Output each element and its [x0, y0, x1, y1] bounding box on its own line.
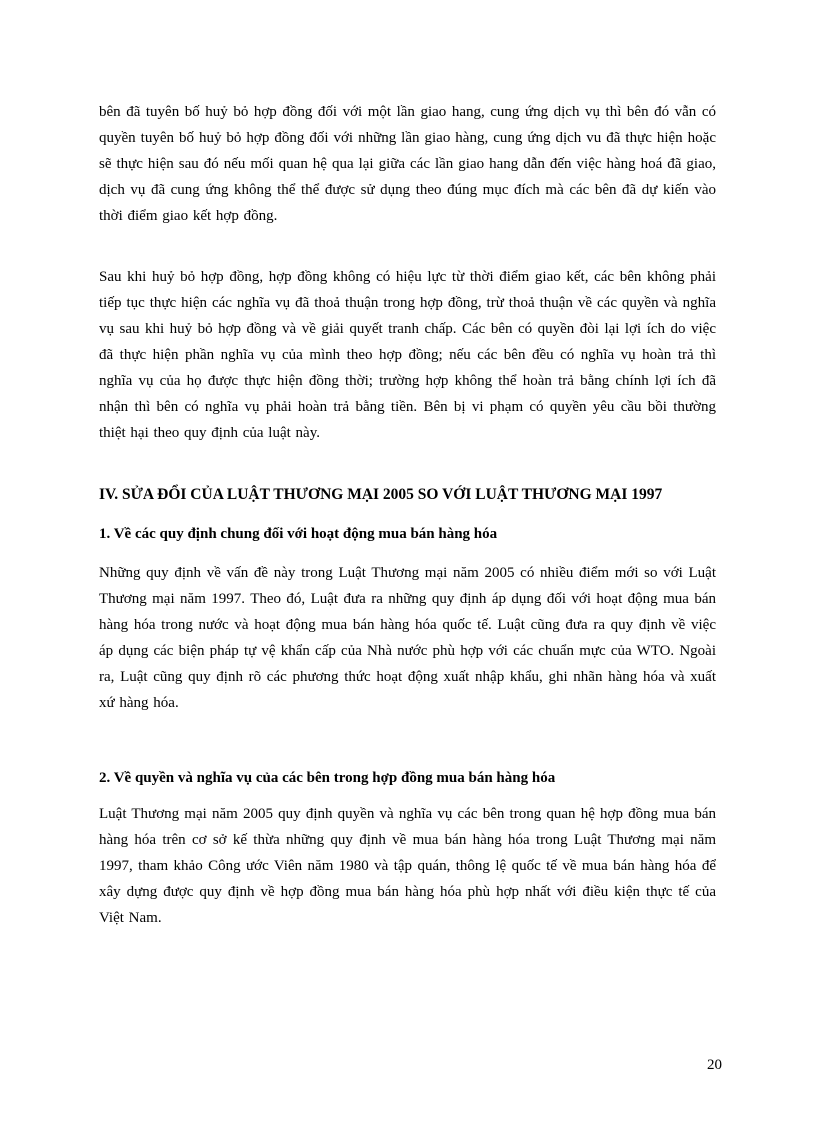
- paragraph-after-cancellation-effects: Sau khi huỷ bỏ hợp đồng, hợp đồng không có hiệu lực từ thời điểm giao kết, các bên không phải tiếp tục thực hiện các nghĩa vụ đã thoả thuận trong hợp đồng, trừ thoả thuận về các quyền và nghĩa vụ sau khi huỷ bỏ hợp đồng và về giải quyết tranh chấp. Các bên có quyền đòi lại lợi ích do việc đã thực hiện phần nghĩa vụ của mình theo hợp đồng; nếu các bên đều có nghĩa vụ hoàn trả thì nghĩa vụ của họ được thực hiện đồng thời; trường hợp không thể hoàn trả bằng chính lợi ích đã nhận thì bên có nghĩa vụ phải hoàn trả bằng tiền. Bên bị vi phạm có quyền yêu cầu bồi thường thiệt hại theo quy định của luật này.: [99, 269, 716, 441]
- paragraph-general-provisions: Những quy định về vấn đề này trong Luật Thương mại năm 2005 có nhiều điểm mới so với Luật Thương mại năm 1997. Theo đó, Luật đưa ra những quy định áp dụng đối với hoạt động mua bán hàng hóa trong nước và hoạt động mua bán hàng hóa quốc tế. Luật cũng đưa ra quy định về việc áp dụng các biện pháp tự vệ khẩn cấp của Nhà nước phù hợp với các chuẩn mực của WTO. Ngoài ra, Luật cũng quy định rõ các phương thức hoạt động xuất nhập khẩu, ghi nhãn hàng hóa và xuất xứ hàng hóa.: [99, 565, 716, 711]
- section-heading: IV. SỬA ĐỔI CỦA LUẬT THƯƠNG MẠI 2005 SO VỚI LUẬT THƯƠNG MẠI 1997: [99, 486, 663, 503]
- paragraph-rights-obligations: Luật Thương mại năm 2005 quy định quyền và nghĩa vụ các bên trong quan hệ hợp đồng mua bán hàng hóa trên cơ sở kế thừa những quy định về mua bán hàng hóa trong Luật Thương mại năm 1997, tham khảo Công ước Viên năm 1980 và tập quán, thông lệ quốc tế về mua bán hàng hóa để xây dựng được quy định về hợp đồng mua bán hàng hóa phù hợp nhất với điều kiện thực tế của Việt Nam.: [99, 806, 716, 926]
- paragraph-contract-cancellation-partial-delivery: bên đã tuyên bố huỷ bỏ hợp đồng đối với một lần giao hang, cung ứng dịch vụ thì bên đó vẫn có quyền tuyên bố huỷ bỏ hợp đồng đối với những lần giao hàng, cung ứng dịch vu đã thực hiện hoặc sẽ thực hiện sau đó nếu mối quan hệ qua lại giữa các lần giao hang dẫn đến việc hàng hoá đã giao, dịch vụ đã cung ứng không thể thể được sử dụng theo đúng mục đích mà các bên đã dự kiến vào thời điểm giao kết hợp đồng.: [99, 104, 716, 224]
- subsection-heading-rights-obligations: 2. Về quyền và nghĩa vụ của các bên trong hợp đồng mua bán hàng hóa: [99, 770, 556, 786]
- subsection-heading-general-provisions: 1. Về các quy định chung đối với hoạt động mua bán hàng hóa: [99, 526, 498, 542]
- page-number: 20: [707, 1057, 722, 1073]
